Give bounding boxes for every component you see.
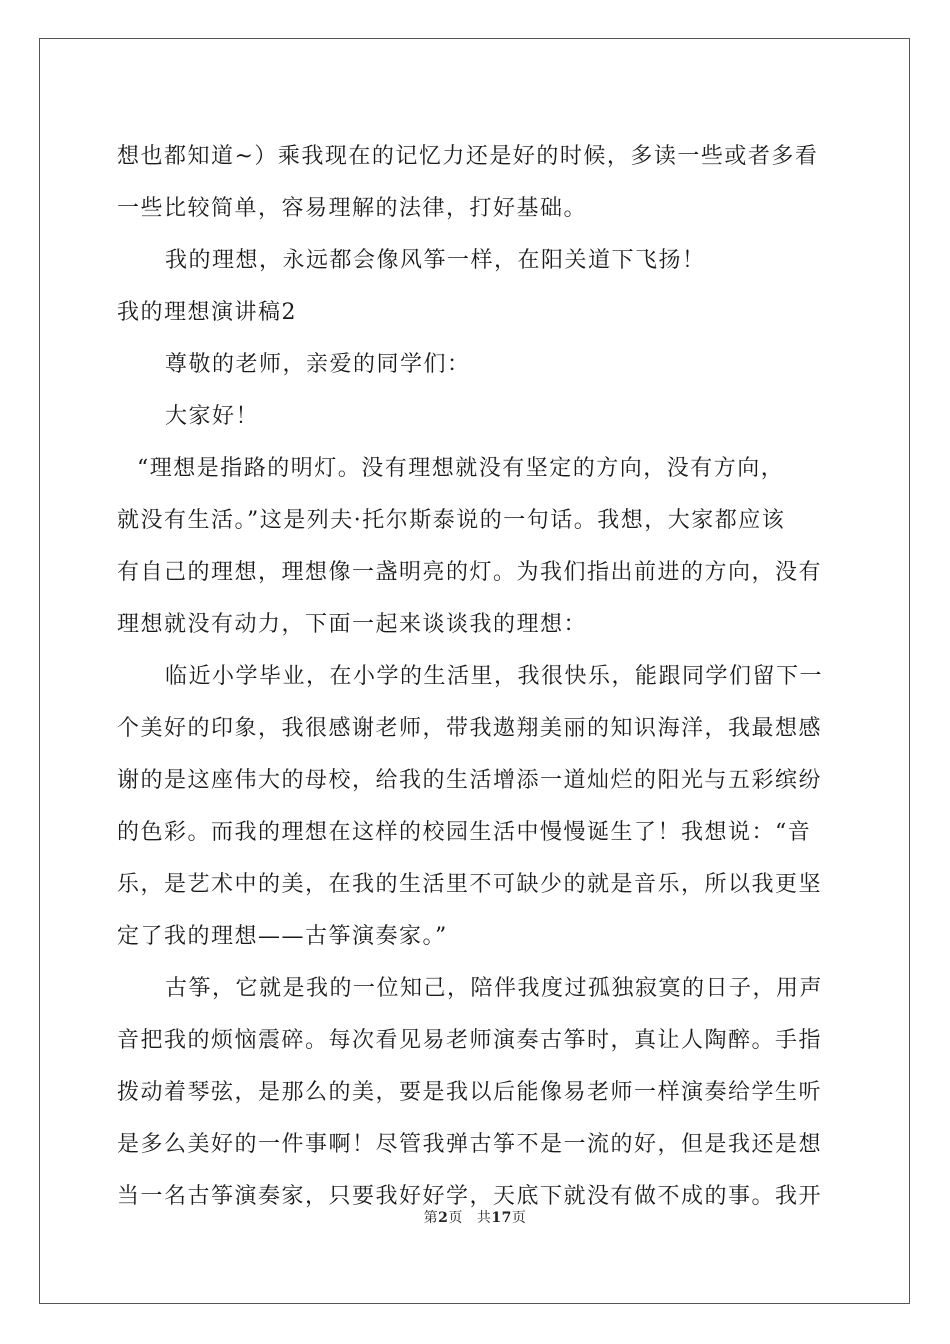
page-number-suffix: 页 [448,1210,463,1226]
greeting: 大家好！ [165,404,260,429]
text-line: 的色彩。而我的理想在这样的校园生活中慢慢诞生了！我想说：“音 [117,820,812,845]
text-line: 理想就没有动力，下面一起来谈谈我的理想： [117,612,588,637]
text-line: 一些比较简单，容易理解的法律，打好基础。 [117,196,588,221]
text-line: 想也都知道~）乘我现在的记忆力还是好的时候，多读一些或者多看 [117,144,819,169]
text-line: 定了我的理想——古筝演奏家。” [117,924,448,949]
section-heading: 我的理想演讲稿2 [117,300,297,325]
paragraph-line: “理想是指路的明灯。没有理想就没有坚定的方向，没有方向， [137,456,785,481]
text-line: 当一名古筝演奏家，只要我好好学，天底下就没有做不成的事。我开 [117,1184,823,1209]
total-pages-number: 17 [491,1210,512,1226]
paragraph-line: 临近小学毕业，在小学的生活里，我很快乐，能跟同学们留下一 [165,664,824,689]
paragraph-line: 我的理想，永远都会像风筝一样，在阳关道下飞扬！ [165,248,706,273]
text-line: 是多么美好的一件事啊！尽管我弹古筝不是一流的好，但是我还是想 [117,1132,823,1157]
text-line: 就没有生活。”这是列夫·托尔斯泰说的一句话。我想，大家都应该 [117,508,786,533]
text-line: 音把我的烦恼震碎。每次看见易老师演奏古筝时，真让人陶醉。手指 [117,1028,823,1053]
text-line: 个美好的印象，我很感谢老师，带我遨翔美丽的知识海洋，我最想感 [117,716,823,741]
text-line: 乐，是艺术中的美，在我的生活里不可缺少的就是音乐，所以我更坚 [117,872,823,897]
paragraph-line: 古筝，它就是我的一位知己，陪伴我度过孤独寂寞的日子，用声 [165,976,824,1001]
total-pages-prefix: 共 [476,1210,492,1226]
salutation: 尊敬的老师，亲爱的同学们： [165,352,471,377]
current-page-number: 2 [438,1210,449,1226]
page-number-prefix: 第 [423,1210,439,1226]
text-line: 拨动着琴弦，是那么的美，要是我以后能像易老师一样演奏给学生听 [117,1080,823,1105]
text-line: 有自己的理想，理想像一盏明亮的灯。为我们指出前进的方向，没有 [117,560,823,585]
page-footer [0,1207,950,1227]
total-pages-suffix: 页 [511,1210,527,1226]
document-page [39,38,910,1304]
text-line: 谢的是这座伟大的母校，给我的生活增添一道灿烂的阳光与五彩缤纷 [117,768,823,793]
document-body [117,131,833,1223]
